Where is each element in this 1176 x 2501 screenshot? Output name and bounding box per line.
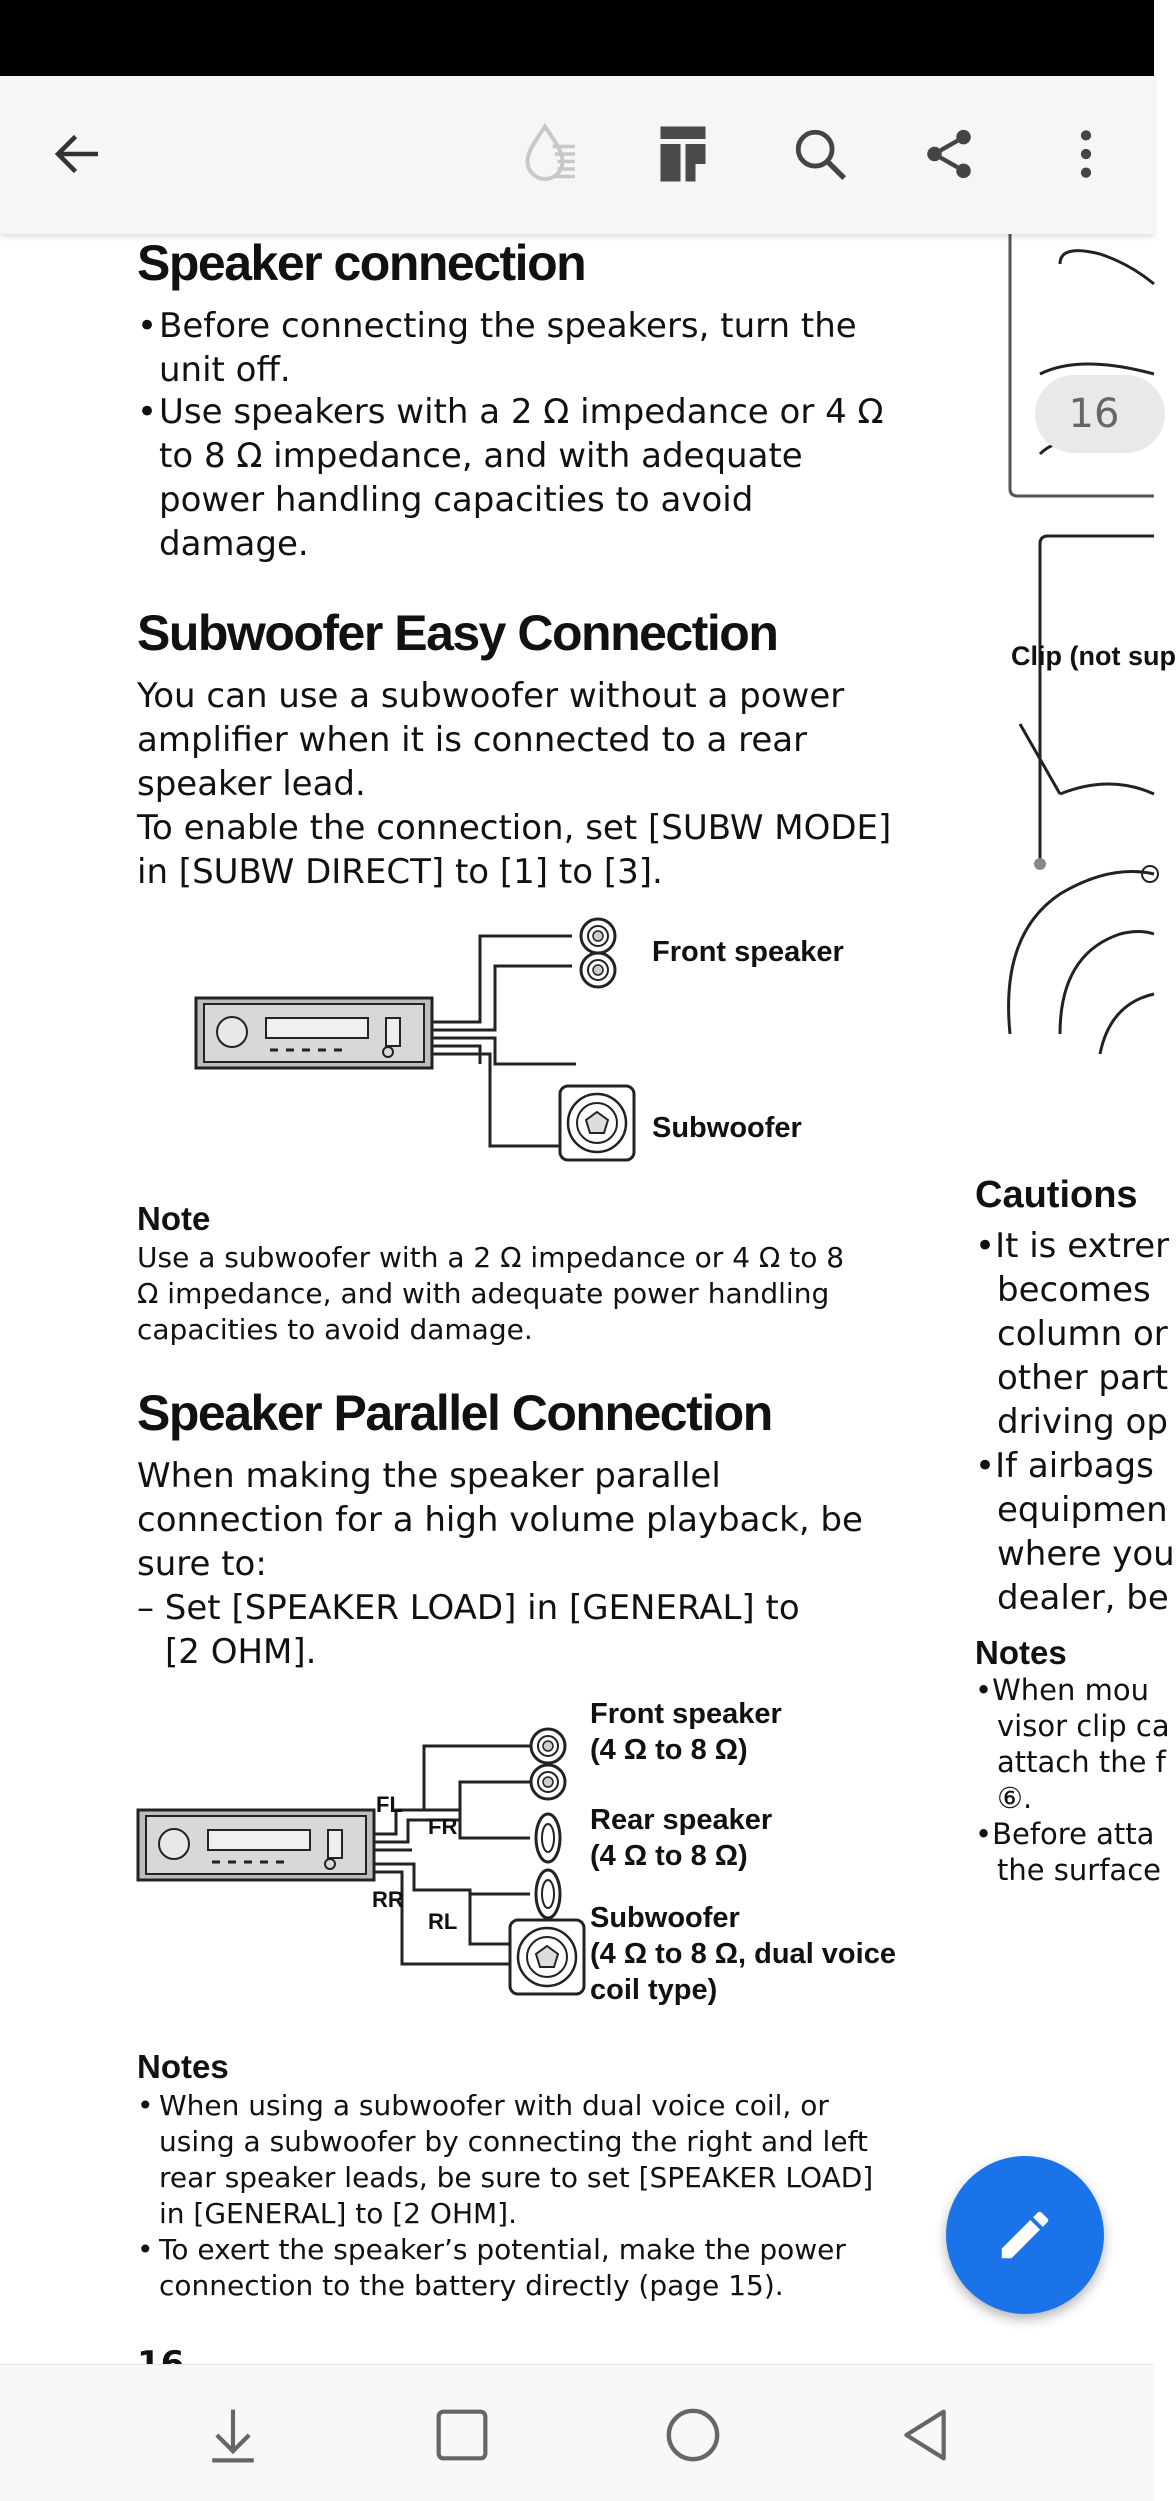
note-heading: Note <box>137 1200 211 1237</box>
more-vert-icon <box>1076 126 1096 182</box>
label-rr: RR <box>372 1887 404 1912</box>
back-button[interactable] <box>40 116 116 192</box>
back-triangle-icon <box>897 2406 953 2464</box>
front-speaker-icons <box>531 1729 565 1799</box>
notes-bullet-1: • When using a subwoofer with dual voice coil, or using a subwoofer by connecting the right and left rear speaker leads, be sure to set [SPEAKER LOAD] in [GENERAL] to [2 OHM]. <box>137 2089 874 2230</box>
subwoofer-easy-diagram <box>190 910 650 1170</box>
page-layout-button[interactable] <box>645 116 721 192</box>
reading-mode-icon <box>515 119 585 189</box>
label-subwoofer: Subwoofer <box>652 1112 802 1144</box>
edit-fab-button[interactable] <box>946 2156 1104 2314</box>
recents-square-icon <box>434 2407 490 2463</box>
label-rl: RL <box>428 1909 458 1934</box>
label-subwoofer-2: Subwoofer (4 Ω to 8 Ω, dual voice coil type) <box>590 1902 896 2006</box>
notes-bullet-2: • To exert the speaker’s potential, make the power connection to the battery directly (page 15). <box>137 2233 846 2302</box>
front-speaker-icons <box>581 919 615 987</box>
heading-speaker-connection: Speaker connection <box>137 235 586 291</box>
top-toolbar <box>0 76 1154 234</box>
label-rear-speaker: Rear speaker (4 Ω to 8 Ω) <box>590 1804 773 1872</box>
download-icon <box>205 2405 261 2465</box>
parallel-paragraph: When making the speaker parallel connection for a high volume playback, be sure to: – Set [SPEAKER LOAD] in [GENERAL] to [2 OHM]. <box>137 1456 863 1672</box>
page-layout-icon <box>657 124 709 184</box>
head-unit <box>138 1810 374 1880</box>
subwoofer-easy-paragraph: You can use a subwoofer without a power amplifier when it is connected to a rear speaker lead. To enable the connection, set [SUBW MODE] in [SUBW DIRECT] to [1] to [3]. <box>137 676 892 892</box>
system-navigation-bar <box>0 2364 1154 2501</box>
heading-subwoofer-easy: Subwoofer Easy Connection <box>137 605 778 661</box>
label-fl: FL <box>376 1792 403 1817</box>
right-notes-heading: Notes <box>975 1634 1067 1671</box>
share-button[interactable] <box>911 116 987 192</box>
subwoofer-icon <box>510 1920 584 1994</box>
cautions-heading: Cautions <box>975 1174 1138 1216</box>
subwoofer-icon <box>560 1086 634 1160</box>
head-unit <box>196 998 432 1068</box>
notes-heading: Notes <box>137 2048 229 2085</box>
search-button[interactable] <box>782 116 858 192</box>
reading-mode-button[interactable] <box>512 116 588 192</box>
edit-pencil-icon <box>994 2204 1056 2266</box>
download-button[interactable] <box>193 2395 273 2475</box>
search-icon <box>791 125 849 183</box>
parallel-diagram <box>130 1694 590 2014</box>
note-text: Use a subwoofer with a 2 Ω impedance or 4 Ω to 8 Ω impedance, and with adequate power handling capacities to avoid damage. <box>137 1241 845 1346</box>
label-front-speaker: Front speaker <box>652 936 844 968</box>
wires <box>432 936 576 1146</box>
page-number-badge: 16 <box>1035 375 1165 453</box>
right-notes-list: •When mou visor clip ca attach the f ⑥. •Before atta the surface <box>975 1673 1170 1887</box>
recents-button[interactable] <box>422 2395 502 2475</box>
label-fr: FR <box>428 1814 458 1839</box>
rear-speaker-icons <box>536 1814 560 1918</box>
share-icon <box>920 125 978 183</box>
home-circle-icon <box>664 2406 722 2464</box>
nav-back-button[interactable] <box>885 2395 965 2475</box>
clip-label: Clip (not sup <box>1011 641 1176 671</box>
cautions-list: •It is extrer becomes column or other part driving op •If airbags equipmen where you dealer, be <box>975 1226 1175 1618</box>
arrow-left-icon <box>48 124 108 184</box>
document-page[interactable]: Speaker connection • Before connecting the speakers, turn the unit off. • Use speakers with a 2 Ω impedance or 4 Ω to 8 Ω impedance, and with adequate power handling capacities to avoid damage. Subwoofer Easy Connection You can use a subwoofer without a power amplifier when it is connected to a rear speaker lead. To enable the connection, set [SUBW MODE] in [SUBW DIRECT] to [1] to [3]. Front speaker Subwoofer Note Use a subwoofer with a 2 Ω impedance or 4 Ω to 8 Ω impedance, and with adequate power handling capacities to avoid damage. Speaker Parallel Connection When making the speaker parallel connection for a high volume playback, be sure to: – Set [SPEAKER LOAD] in [GENERAL] to [2 OHM]. FL FR RR RL Front speaker (4 Ω to 8 Ω) Rear speaker (4 Ω to 8 Ω) Subwoofer (4 Ω to 8 Ω, dual voice coil type) Notes • When using a subwoofer with dual voice coil, or using a subwoofer by connecting the right and left rear speaker leads, be sure to set [SPEAKER LOAD] in [GENERAL] to [2 OHM]. • To exert the speaker’s potential, make the power connection to the battery directly (page 15). Clip (not sup Cautions •It is extrer becomes column or other part driving op •If airbags equipmen where you dealer, be Notes •When mou visor clip ca attach the f ⑥. •Before atta the surface <box>0 234 1154 2364</box>
label-front-speaker-2: Front speaker (4 Ω to 8 Ω) <box>590 1698 782 1766</box>
home-button[interactable] <box>653 2395 733 2475</box>
heading-speaker-parallel: Speaker Parallel Connection <box>137 1385 772 1441</box>
more-options-button[interactable] <box>1048 116 1124 192</box>
status-bar <box>0 0 1154 76</box>
